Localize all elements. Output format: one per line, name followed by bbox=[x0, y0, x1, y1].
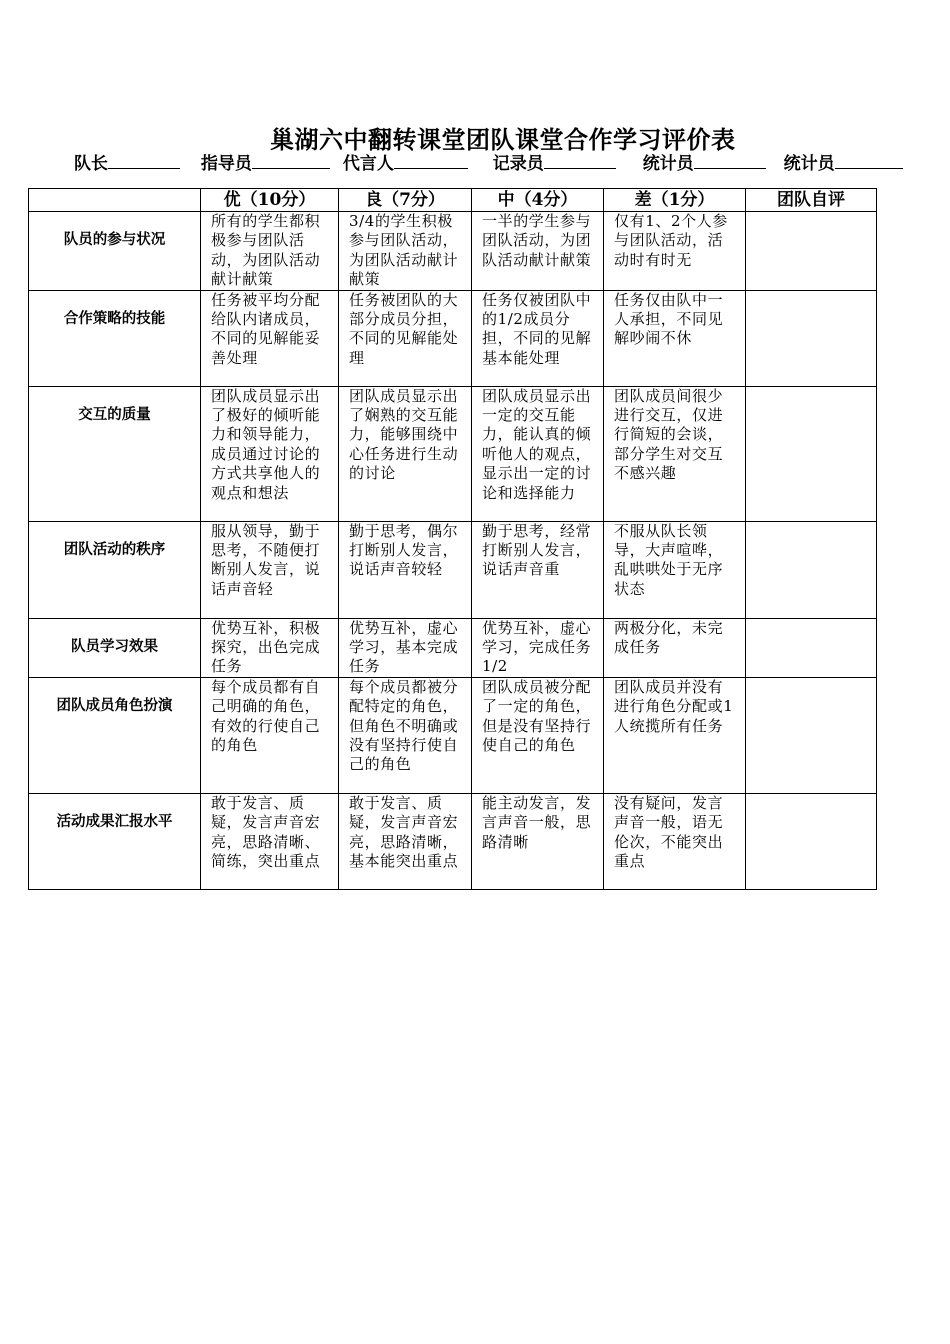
cell-excellent: 所有的学生都积极参与团队活动，为团队活动献计献策 bbox=[201, 212, 339, 291]
role-label: 统计员 bbox=[642, 154, 694, 174]
row-criterion: 团队活动的秩序 bbox=[29, 521, 201, 618]
table-row bbox=[29, 290, 877, 386]
role-label: 队长 bbox=[74, 154, 108, 174]
cell-excellent: 团队成员显示出了极好的倾听能力和领导能力，成员通过讨论的方式共享他人的观点和想法 bbox=[201, 386, 339, 521]
cell-average: 勤于思考，经常打断别人发言，说话声音重 bbox=[472, 521, 604, 618]
cell-excellent: 优势互补，积极探究，出色完成任务 bbox=[201, 618, 339, 677]
table-row bbox=[29, 677, 877, 793]
header-criterion bbox=[29, 189, 201, 212]
cell-poor: 两极分化，未完成任务 bbox=[604, 618, 746, 677]
header-poor: 差（1分） bbox=[604, 189, 746, 212]
role-statistician-1 bbox=[643, 149, 778, 174]
cell-self-eval[interactable] bbox=[746, 521, 877, 618]
cell-average: 优势互补，虚心学习，完成任务1/2 bbox=[472, 618, 604, 677]
cell-self-eval[interactable] bbox=[746, 618, 877, 677]
cell-excellent: 敢于发言、质疑，发言声音宏亮，思路清晰、简练，突出重点 bbox=[201, 793, 339, 889]
cell-average: 团队成员显示出一定的交互能力，能认真的倾听他人的观点，显示出一定的讨论和选择能力 bbox=[472, 386, 604, 521]
cell-poor: 团队成员并没有进行角色分配或1人统揽所有任务 bbox=[604, 677, 746, 793]
role-blank bbox=[108, 152, 180, 169]
cell-average: 一半的学生参与团队活动，为团队活动献计献策 bbox=[472, 212, 604, 291]
row-criterion: 活动成果汇报水平 bbox=[29, 793, 201, 889]
cell-average: 团队成员被分配了一定的角色，但是没有坚持行使自己的角色 bbox=[472, 677, 604, 793]
cell-poor: 任务仅由队中一人承担，不同见解吵闹不休 bbox=[604, 290, 746, 386]
cell-excellent: 每个成员都有自己明确的角色，有效的行使自己的角色 bbox=[201, 677, 339, 793]
header-good: 良（7分） bbox=[339, 189, 472, 212]
role-line bbox=[74, 149, 884, 174]
cell-good: 任务被团队的大部分成员分担，不同的见解能处理 bbox=[339, 290, 472, 386]
cell-good: 团队成员显示出了娴熟的交互能力，能够围绕中心任务进行生动的讨论 bbox=[339, 386, 472, 521]
cell-good: 3/4的学生积极参与团队活动，为团队活动献计献策 bbox=[339, 212, 472, 291]
role-label: 代言人 bbox=[342, 154, 394, 174]
role-blank bbox=[394, 152, 468, 169]
role-label: 记录员 bbox=[492, 154, 544, 174]
role-statistician-2 bbox=[784, 149, 903, 174]
cell-good: 每个成员都被分配特定的角色，但角色不明确或没有坚持行使自己的角色 bbox=[339, 677, 472, 793]
row-criterion: 合作策略的技能 bbox=[29, 290, 201, 386]
role-recorder bbox=[493, 149, 637, 174]
row-criterion: 队员学习效果 bbox=[29, 618, 201, 677]
table-row bbox=[29, 793, 877, 889]
cell-good: 优势互补，虚心学习，基本完成任务 bbox=[339, 618, 472, 677]
cell-excellent: 服从领导，勤于思考，不随便打断别人发言，说话声音轻 bbox=[201, 521, 339, 618]
cell-self-eval[interactable] bbox=[746, 386, 877, 521]
cell-excellent: 任务被平均分配给队内诸成员，不同的见解能妥善处理 bbox=[201, 290, 339, 386]
row-criterion: 团队成员角色扮演 bbox=[29, 677, 201, 793]
cell-self-eval[interactable] bbox=[746, 677, 877, 793]
row-criterion: 队员的参与状况 bbox=[29, 212, 201, 291]
cell-poor: 仅有1、2个人参与团队活动，活动时有时无 bbox=[604, 212, 746, 291]
cell-self-eval[interactable] bbox=[746, 290, 877, 386]
cell-good: 勤于思考，偶尔打断别人发言，说话声音较轻 bbox=[339, 521, 472, 618]
header-average: 中（4分） bbox=[472, 189, 604, 212]
table-row bbox=[29, 212, 877, 291]
table-header-row bbox=[29, 189, 877, 212]
role-blank bbox=[544, 152, 616, 169]
cell-poor: 不服从队长领导，大声喧哗，乱哄哄处于无序状态 bbox=[604, 521, 746, 618]
page-title: 巢湖六中翻转课堂团队课堂合作学习评价表 bbox=[270, 125, 736, 154]
row-criterion: 交互的质量 bbox=[29, 386, 201, 521]
table-row bbox=[29, 618, 877, 677]
cell-average: 能主动发言，发言声音一般，思路清晰 bbox=[472, 793, 604, 889]
role-blank bbox=[252, 152, 330, 169]
table-row bbox=[29, 386, 877, 521]
cell-self-eval[interactable] bbox=[746, 793, 877, 889]
cell-average: 任务仅被团队中的1/2成员分担，不同的见解基本能处理 bbox=[472, 290, 604, 386]
cell-good: 敢于发言、质疑，发言声音宏亮，思路清晰，基本能突出重点 bbox=[339, 793, 472, 889]
evaluation-table bbox=[28, 188, 877, 890]
table-row bbox=[29, 521, 877, 618]
role-label: 统计员 bbox=[783, 154, 835, 174]
role-instructor bbox=[201, 149, 337, 174]
cell-poor: 团队成员间很少进行交互，仅进行简短的会谈，部分学生对交互不感兴趣 bbox=[604, 386, 746, 521]
cell-poor: 没有疑问，发言声音一般，语无伦次，不能突出重点 bbox=[604, 793, 746, 889]
role-leader bbox=[74, 149, 195, 174]
cell-self-eval[interactable] bbox=[746, 212, 877, 291]
role-spokesperson bbox=[343, 149, 487, 174]
role-blank bbox=[694, 152, 766, 169]
header-excellent: 优（10分） bbox=[201, 189, 339, 212]
role-label: 指导员 bbox=[200, 154, 252, 174]
header-self-eval: 团队自评 bbox=[746, 189, 877, 212]
role-blank bbox=[835, 152, 903, 169]
